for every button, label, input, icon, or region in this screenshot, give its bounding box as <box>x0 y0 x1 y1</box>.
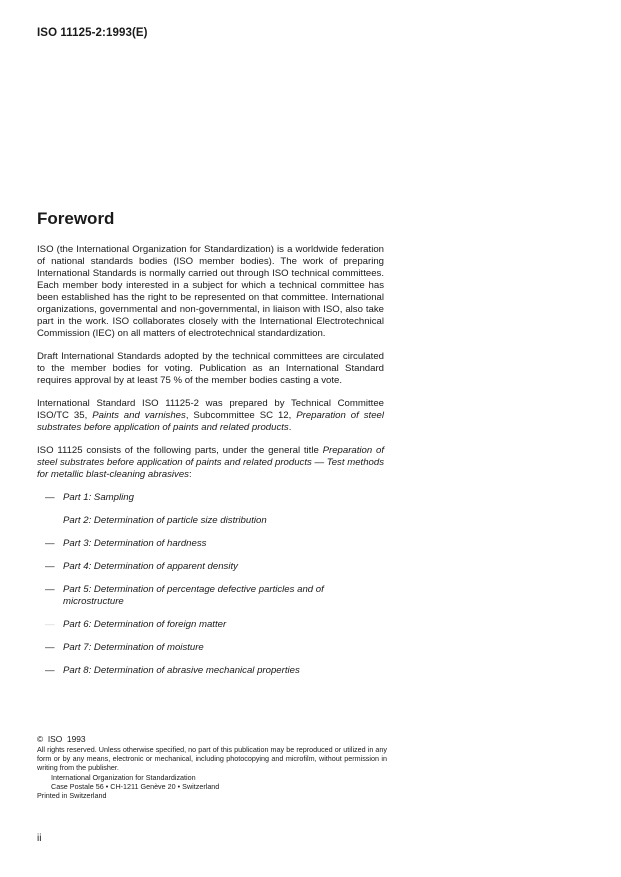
paragraph-draft-standards: Draft International Standards adopted by the technical committees are circulated to the member bodies for voting. Publication as an International Standard requires approval by at least 75 % of the member bodies casting a vote. <box>37 351 384 386</box>
list-item <box>37 538 384 550</box>
list-item <box>37 492 384 504</box>
organization-address: Case Postale 56 • CH-1211 Genève 20 • Switzerland <box>51 782 220 791</box>
dash: — <box>45 584 55 595</box>
part-name: Part 5: Determination of percentage defective particles and of microstructure <box>63 584 324 607</box>
part-name: Part 7: Determination of moisture <box>63 642 204 653</box>
document-header: ISO 11125-2:1993(E) <box>37 27 148 39</box>
list-item <box>37 515 384 527</box>
organization-name: International Organization for Standardization <box>51 773 196 782</box>
copyright-year: 1993 <box>66 734 86 744</box>
rights-notice: All rights reserved. Unless otherwise specified, no part of this publication may be reproduced or utilized in any form or by any means, electronic or mechanical, including photocopying and microfilm, without permission in writing from the publisher. <box>37 745 387 772</box>
dash: — <box>45 619 55 630</box>
copyright-block <box>37 734 387 800</box>
list-item <box>37 561 384 573</box>
list-item <box>37 665 384 677</box>
part-name: Part 1: Sampling <box>63 492 134 503</box>
paragraph-parts-intro <box>37 445 384 481</box>
dash: — <box>45 642 55 653</box>
list-item <box>37 642 384 654</box>
preparation-text-1: International Standard ISO 11125-2 was prepared by Technical Committee ISO/TC 35, <box>37 398 384 421</box>
dash: — <box>45 665 55 676</box>
copyright-owner: ISO <box>47 734 63 744</box>
printed-notice: Printed in Switzerland <box>37 791 107 800</box>
copyright-line <box>37 734 387 744</box>
part-name: Part 4: Determination of apparent density <box>63 561 238 572</box>
list-item <box>37 584 384 608</box>
list-item <box>37 619 384 631</box>
copyright-symbol: © <box>37 734 44 744</box>
paragraph-iso-intro: ISO (the International Organization for Standardization) is a worldwide federation of national standards bodies (ISO member bodies). The work of preparing International Standards is normally carried out through ISO technical committees. Each member body interested in a subject for which a technical committee has been established has the right to be represented on that committee. International organizations, governmental and non-governmental, in liaison with ISO, also take part in the work. ISO collaborates closely with the International Electrotechnical Commission (IEC) on all matters of electrotechnical standardization. <box>37 244 384 339</box>
page-number: ii <box>37 833 42 844</box>
preparation-text-2: , Subcommittee SC 12, <box>185 410 297 421</box>
paragraph-preparation <box>37 398 384 434</box>
page-title: Foreword <box>37 209 115 228</box>
foreword-body <box>37 244 384 688</box>
dash: — <box>45 492 55 503</box>
general-title: Preparation of steel substrates before application of paints and related products — Test methods for metallic blast-cleaning abrasives <box>37 445 384 480</box>
parts-intro-colon: : <box>188 469 192 480</box>
parts-intro-text: ISO 11125 consists of the following parts, under the general title <box>37 445 323 456</box>
preparation-text-3: . <box>288 422 292 433</box>
part-name: Part 8: Determination of abrasive mechanical properties <box>63 665 300 676</box>
subcommittee-title: Preparation of steel substrates before application of paints and related products <box>37 410 384 433</box>
dash: — <box>45 538 55 549</box>
part-name: Part 6: Determination of foreign matter <box>63 619 227 630</box>
committee-title: Paints and varnishes <box>92 410 186 421</box>
parts-list <box>37 492 384 677</box>
part-name: Part 2: Determination of particle size distribution <box>63 515 267 526</box>
part-name: Part 3: Determination of hardness <box>63 538 207 549</box>
dash: — <box>45 561 55 572</box>
